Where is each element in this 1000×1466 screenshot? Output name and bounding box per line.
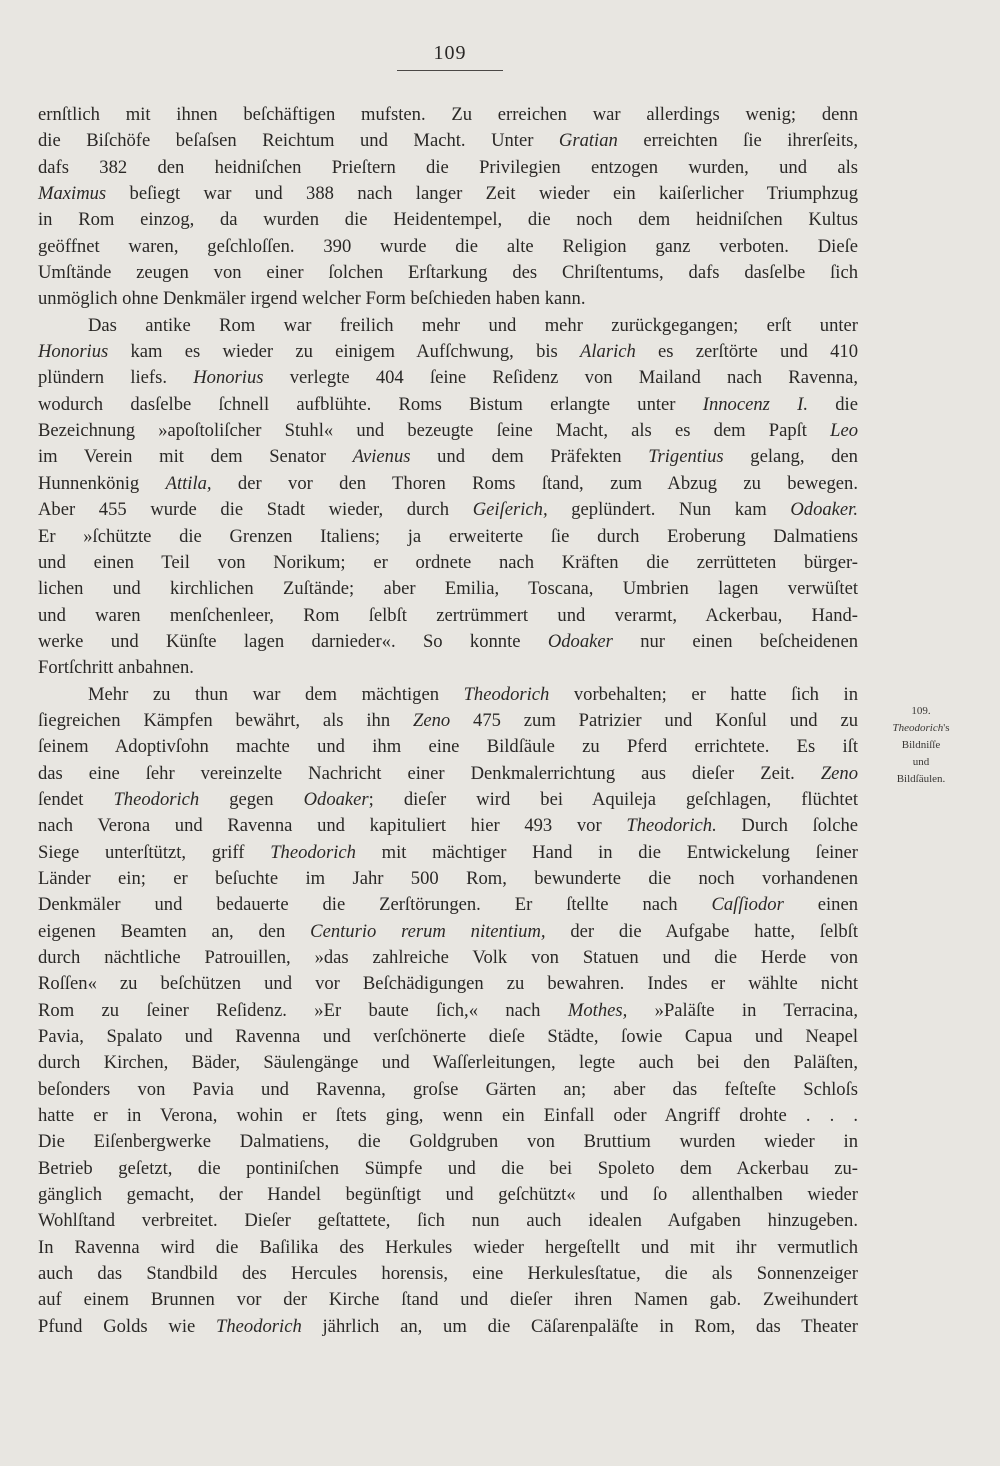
italic-name: Theodorich xyxy=(216,1315,302,1337)
text-line xyxy=(38,1103,858,1129)
italic-name: Geiſerich, xyxy=(472,499,548,521)
text-run: kam es wieder zu einigem Aufſchwung, bis xyxy=(108,341,581,363)
text-run: Umſtände zeugen von einer ſolchen Erſtarkung des Chriſtentums, dafs dasſelbe ſich xyxy=(38,262,858,284)
text-line xyxy=(38,603,858,629)
italic-name: Odoaker xyxy=(547,630,613,652)
text-line xyxy=(38,576,858,602)
text-run: In Ravenna wird die Baſilika des Herkules wieder hergeſtellt und mit ihr vermutlich xyxy=(38,1236,858,1258)
page-number: 109 xyxy=(433,42,467,64)
text-line xyxy=(38,1208,858,1234)
text-line xyxy=(38,866,858,892)
margin-note-line: und xyxy=(912,756,930,768)
italic-name: Zeno xyxy=(412,709,451,731)
italic-name: Trigentius xyxy=(648,446,724,468)
text-line xyxy=(38,1235,858,1261)
text-run: nur einen beſcheidenen xyxy=(612,630,858,652)
text-line xyxy=(38,1050,858,1076)
text-line xyxy=(38,207,858,233)
text-line xyxy=(38,497,858,523)
italic-name: Honorius xyxy=(193,367,264,389)
text-line xyxy=(38,128,858,154)
text-run: verlegte 404 ſeine Reſidenz von Mailand nach Ravenna, xyxy=(263,367,859,389)
italic-name: Centurio rerum nitentium, xyxy=(310,920,546,942)
text-run: erreichten ſie ihrerſeits, xyxy=(617,130,858,152)
text-line xyxy=(38,365,858,391)
italic-name: Caſſiodor xyxy=(711,894,784,916)
text-line xyxy=(38,734,858,760)
text-line xyxy=(38,260,858,286)
text-line xyxy=(38,1287,858,1313)
body-text xyxy=(38,102,858,1340)
italic-name: Leo xyxy=(830,420,858,442)
text-run: Mehr zu thun war dem mächtigen xyxy=(88,683,464,705)
text-run: nach Verona und Ravenna und kapituliert hier 493 vor xyxy=(38,815,627,837)
text-run: ſendet xyxy=(38,788,114,810)
text-run: geplündert. Nun kam xyxy=(547,499,791,521)
text-run: der die Aufgabe hatte, ſelbſt xyxy=(545,920,859,942)
text-line xyxy=(38,629,858,655)
text-run: Siege unterſtützt, griff xyxy=(38,841,271,863)
text-run: die xyxy=(808,393,858,415)
text-run: beſiegt war und 388 nach langer Zeit wieder ein kaiſerlicher Triumphzug xyxy=(106,183,858,205)
text-line xyxy=(38,234,858,260)
text-run: gegen xyxy=(199,788,304,810)
text-run: vorbehalten; er hatte ſich in xyxy=(549,683,858,705)
text-run: Länder ein; er beſuchte im Jahr 500 Rom, bewunderte die noch vorhandenen xyxy=(38,867,858,889)
text-run: und dem Präfekten xyxy=(410,446,649,468)
text-run: ſeinem Adoptivſohn machte und ihm eine Bildſäule zu Pferd errichtete. Es iſt xyxy=(38,736,858,758)
italic-name: Avienus xyxy=(352,446,411,468)
text-line xyxy=(38,1129,858,1155)
margin-note-name: Theodorich xyxy=(892,722,944,734)
text-run: Bezeichnung »apoſtoliſcher Stuhl« und bezeugte ſeine Macht, als es dem Papſt xyxy=(38,420,831,442)
text-run: auch das Standbild des Hercules horensis, eine Herkulesſtatue, die als Sonnenzeiger xyxy=(38,1263,858,1285)
text-line xyxy=(38,102,858,128)
text-run: die Biſchöfe beſaſsen Reichtum und Macht. Unter xyxy=(38,130,559,152)
text-run: Denkmäler und bedauerte die Zerſtörungen. Er ſtellte nach xyxy=(38,894,712,916)
text-line xyxy=(38,313,858,339)
text-run: der vor den Thoren Roms ſtand, zum Abzug zu bewegen. xyxy=(211,472,858,494)
text-line xyxy=(38,392,858,418)
margin-note-name-suffix: 's xyxy=(943,722,950,734)
italic-name: Odoaker. xyxy=(790,499,858,521)
text-run: dafs 382 den heidniſchen Prieſtern die Privilegien entzogen wurden, und als xyxy=(38,156,858,178)
text-line xyxy=(38,471,858,497)
text-run: gänglich gemacht, der Handel begünſtigt und geſchützt« und ſo allenthalben wieder xyxy=(38,1184,858,1206)
text-run: unmöglich ohne Denkmäler irgend welcher Form beſchieden haben kann. xyxy=(38,288,586,310)
text-run: ſiegreichen Kämpfen bewährt, als ihn xyxy=(38,709,413,731)
italic-name: Gratian xyxy=(558,130,618,152)
text-line xyxy=(38,524,858,550)
text-run: »Paläſte in Terracina, xyxy=(627,999,858,1021)
text-run: und waren menſchenleer, Rom ſelbſt zertrümmert und verarmt, Ackerbau, Hand- xyxy=(38,604,858,626)
margin-note-number: 109. xyxy=(911,705,931,717)
text-run: wodurch dasſelbe ſchnell aufblühte. Roms Bistum erlangte unter xyxy=(38,393,703,415)
italic-name: Zeno xyxy=(820,762,858,784)
page-number-rule xyxy=(397,70,503,71)
text-line xyxy=(38,892,858,918)
italic-name: Attila, xyxy=(165,472,212,494)
text-run: Rom zu ſeiner Reſidenz. »Er baute ſich,« nach xyxy=(38,999,568,1021)
text-run: eigenen Beamten an, den xyxy=(38,920,311,942)
text-run: lichen und kirchlichen Zuſtände; aber Emilia, Toscana, Umbrien lagen verwüſtet xyxy=(38,578,858,600)
text-run: durch nächtliche Patrouillen, »das zahlreiche Volk von Statuen und die Herde von xyxy=(38,947,858,968)
text-run: Roſſen« zu beſchützen und vor Beſchädigungen zu bewahren. Indes er wählte nicht xyxy=(38,973,858,995)
text-line xyxy=(38,181,858,207)
text-run: jährlich an, um die Cäſarenpaläſte in Rom, das Theater xyxy=(301,1315,858,1337)
text-line xyxy=(38,1077,858,1103)
margin-note xyxy=(866,703,976,788)
text-line xyxy=(38,787,858,813)
text-run: im Verein mit dem Senator xyxy=(38,446,353,468)
text-run: Hunnenkönig xyxy=(38,472,166,494)
text-run: Pavia, Spalato und Ravenna und verſchönerte dieſe Städte, ſowie Capua und Neapel xyxy=(38,1026,858,1048)
text-run: Betrieb geſetzt, die pontiniſchen Sümpfe und die bei Spoleto dem Ackerbau zu- xyxy=(38,1157,858,1179)
text-run: werke und Künſte lagen darnieder«. So konnte xyxy=(38,630,548,652)
text-run: hatte er in Verona, wohin er ſtets ging, wenn ein Einfall oder Angriff drohte . . . xyxy=(38,1105,858,1127)
italic-name: Maximus xyxy=(38,183,107,205)
text-run: Er »ſchützte die Grenzen Italiens; ja erweiterte ſie durch Eroberung Dalmatiens xyxy=(38,525,858,547)
italic-name: Theodorich xyxy=(270,841,356,863)
text-run: gelang, den xyxy=(723,446,858,468)
italic-name: Honorius xyxy=(38,341,109,363)
text-run: durch Kirchen, Bäder, Säulengänge und Waſſerleitungen, legte auch bei den Paläſten, xyxy=(38,1052,858,1074)
text-run: Fortſchritt anbahnen. xyxy=(38,657,194,679)
text-run: auf einem Brunnen vor der Kirche ſtand und dieſer ihren Namen gab. Zweihundert xyxy=(38,1289,858,1311)
text-run: geöffnet waren, geſchloſſen. 390 wurde die alte Religion ganz verboten. Dieſe xyxy=(38,235,858,257)
text-run: einen xyxy=(783,894,858,916)
margin-note-line: Bildniſſe xyxy=(901,739,941,751)
text-line xyxy=(38,1024,858,1050)
italic-name: Alarich xyxy=(580,341,636,363)
italic-name: Theodorich xyxy=(463,683,550,705)
italic-name: Mothes, xyxy=(567,999,628,1021)
text-line xyxy=(38,655,858,681)
text-line xyxy=(38,155,858,181)
text-line xyxy=(38,286,858,312)
text-run: Aber 455 wurde die Stadt wieder, durch xyxy=(38,499,473,521)
text-line xyxy=(38,813,858,839)
text-run: mit mächtiger Hand in die Entwickelung ſeiner xyxy=(355,841,858,863)
text-line xyxy=(38,682,858,708)
text-line xyxy=(38,919,858,945)
text-line xyxy=(38,418,858,444)
text-run: Das antike Rom war freilich mehr und mehr zurückgegangen; erſt unter xyxy=(88,314,858,336)
text-run: Durch ſolche xyxy=(716,815,859,837)
text-line xyxy=(38,1314,858,1340)
text-run: in Rom einzog, da wurden die Heidentempel, die noch dem heidniſchen Kultus xyxy=(38,209,858,231)
text-run: Die Eiſenbergwerke Dalmatiens, die Goldgruben von Bruttium wurden wieder in xyxy=(38,1131,858,1153)
italic-name: Innocenz I. xyxy=(702,393,808,415)
text-run: es zerſtörte und 410 xyxy=(635,341,858,363)
italic-name: Theodorich. xyxy=(626,815,717,837)
text-line xyxy=(38,998,858,1024)
text-line xyxy=(38,945,858,971)
italic-name: Theodorich xyxy=(113,788,200,810)
margin-note-title xyxy=(866,720,976,737)
text-line xyxy=(38,1261,858,1287)
text-line xyxy=(38,1182,858,1208)
italic-name: Odoaker xyxy=(303,788,369,810)
text-line xyxy=(38,708,858,734)
text-line xyxy=(38,1156,858,1182)
text-run: das eine ſehr vereinzelte Nachricht einer Denkmalerrichtung aus dieſer Zeit. xyxy=(38,762,821,784)
text-run: 475 zum Patrizier und Konſul und zu xyxy=(450,709,858,731)
text-line xyxy=(38,444,858,470)
text-run: beſonders von Pavia und Ravenna, groſse Gärten an; aber das feſteſte Schloſs xyxy=(38,1078,858,1100)
text-line xyxy=(38,761,858,787)
text-run: ; dieſer wird bei Aquileja geſchlagen, flüchtet xyxy=(368,788,858,810)
margin-note-line: Bildſäulen. xyxy=(896,773,946,785)
text-run: Wohlſtand verbreitet. Dieſer geſtattete, ſich nun auch idealen Aufgaben hinzugeben. xyxy=(38,1210,858,1232)
text-run: ernſtlich mit ihnen beſchäftigen mufsten. Zu erreichen war allerdings wenig; denn xyxy=(38,104,858,125)
text-line xyxy=(38,840,858,866)
text-line xyxy=(38,550,858,576)
text-line xyxy=(38,971,858,997)
text-run: und einen Teil von Norikum; er ordnete nach Kräften die zerrütteten bürger- xyxy=(38,551,858,573)
text-run: Pfund Golds wie xyxy=(38,1315,217,1337)
text-run: plündern liefs. xyxy=(38,367,194,389)
text-line xyxy=(38,339,858,365)
